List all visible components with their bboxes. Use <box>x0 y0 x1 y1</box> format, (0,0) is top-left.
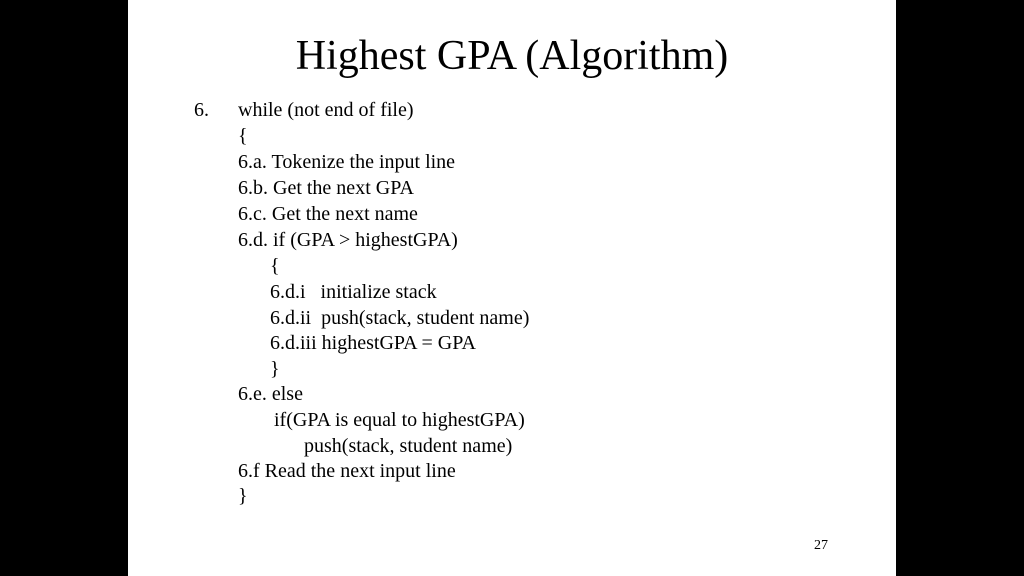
algorithm-line-6di: 6.d.i initialize stack <box>270 281 437 303</box>
algorithm-line-close-brace: } <box>238 485 248 507</box>
page-number: 27 <box>814 538 828 553</box>
algorithm-line-6a: 6.a. Tokenize the input line <box>238 151 456 173</box>
algorithm-line-while: while (not end of file) <box>238 99 414 121</box>
algorithm-line-6b: 6.b. Get the next GPA <box>238 177 414 199</box>
algorithm-line-inner-open-brace: { <box>270 255 280 277</box>
slide-title: Highest GPA (Algorithm) <box>295 33 729 79</box>
slide <box>128 0 896 576</box>
algorithm-line-6e: 6.e. else <box>238 383 303 405</box>
algorithm-line-else-if: if(GPA is equal to highestGPA) <box>274 409 525 431</box>
algorithm-line-6diii: 6.d.iii highestGPA = GPA <box>270 332 476 354</box>
algorithm-line-6d: 6.d. if (GPA > highestGPA) <box>238 229 458 251</box>
algorithm-line-6dii: 6.d.ii push(stack, student name) <box>270 307 530 329</box>
algorithm-line-inner-close-brace: } <box>270 358 280 380</box>
algorithm-line-else-push: push(stack, student name) <box>304 435 513 457</box>
step-number: 6. <box>194 99 209 121</box>
algorithm-line-6f: 6.f Read the next input line <box>238 460 456 482</box>
algorithm-line-6c: 6.c. Get the next name <box>238 203 418 225</box>
algorithm-line-open-brace: { <box>238 125 248 147</box>
